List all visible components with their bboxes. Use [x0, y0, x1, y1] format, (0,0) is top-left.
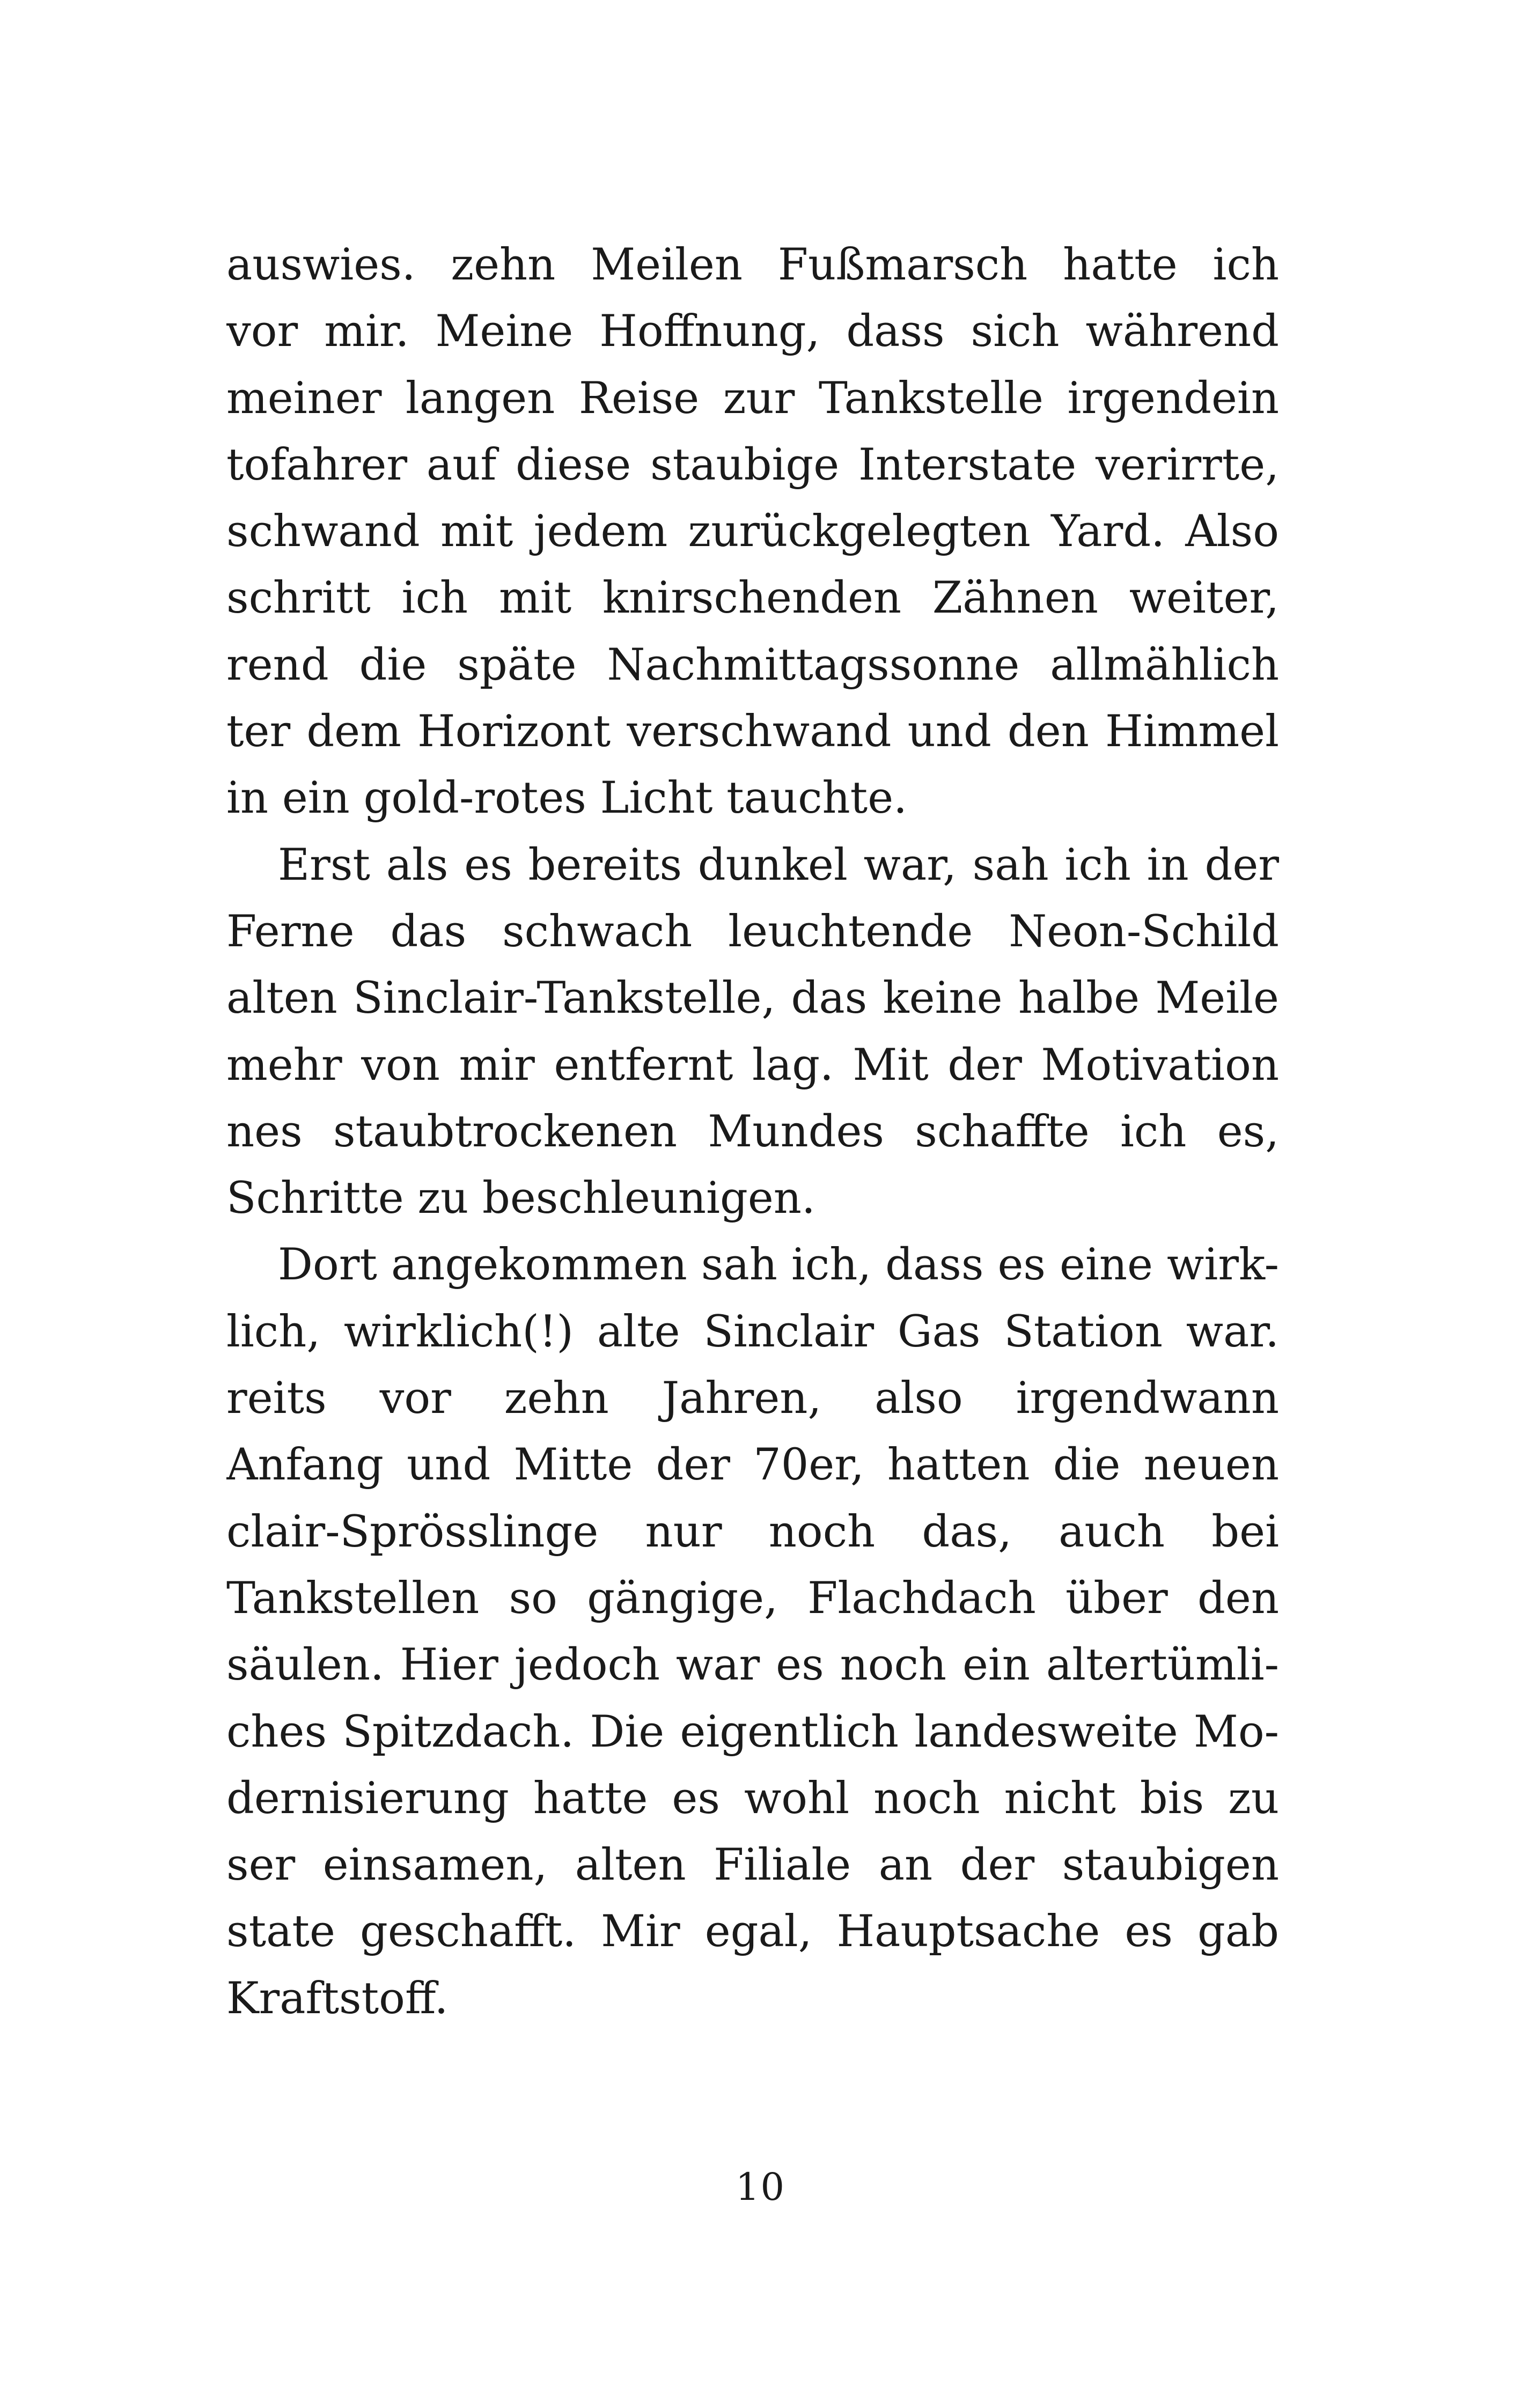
text-line: ches Spitzdach. Die eigentlich landesweite Mo- — [226, 1706, 1279, 1757]
text-line: lich, wirklich(!) alte Sinclair Gas Station war. — [226, 1306, 1279, 1357]
paragraph-2 — [226, 832, 1279, 1232]
text-line: dernisierung hatte es wohl noch nicht bis zu — [226, 1773, 1279, 1824]
text-line: alten Sinclair-Tankstelle, das keine halbe Meile — [226, 973, 1279, 1024]
text-line: clair-Sprösslinge nur noch das, auch bei — [226, 1506, 1279, 1557]
paragraph-1 — [226, 232, 1279, 832]
text-line: Kraftstoff. — [226, 1973, 449, 2024]
paragraph-3 — [226, 1232, 1279, 2032]
text-line: in ein gold-rotes Licht tauchte. — [226, 773, 907, 824]
page-number: 10 — [735, 2165, 786, 2209]
text-line: rend die späte Nachmittagssonne allmählich — [226, 639, 1279, 690]
text-line: Erst als es bereits dunkel war, sah ich in der — [278, 840, 1279, 890]
text-line: Ferne das schwach leuchtende Neon-Schild — [226, 906, 1279, 957]
text-line: tofahrer auf diese staubige Interstate verirrte, — [226, 439, 1279, 490]
text-line: säulen. Hier jedoch war es noch ein altertümli- — [226, 1640, 1279, 1691]
text-line: meiner langen Reise zur Tankstelle irgendein — [226, 373, 1279, 424]
text-line: ser einsamen, alten Filiale an der staubigen — [226, 1840, 1279, 1891]
text-line: Anfang und Mitte der 70er, hatten die neuen — [226, 1440, 1279, 1491]
text-line: reits vor zehn Jahren, also irgendwann — [226, 1373, 1279, 1424]
text-line: Dort angekommen sah ich, dass es eine wirk- — [278, 1240, 1279, 1291]
text-line: state geschafft. Mir egal, Hauptsache es gab — [226, 1906, 1279, 1957]
text-line: mehr von mir entfernt lag. Mit der Motivation — [226, 1040, 1279, 1091]
text-line: Tankstellen so gängige, Flachdach über den — [226, 1573, 1279, 1624]
text-line: Schritte zu beschleunigen. — [226, 1173, 815, 1224]
text-line: nes staubtrockenen Mundes schaffte ich es, — [226, 1106, 1279, 1157]
text-line: vor mir. Meine Hoffnung, dass sich während — [226, 306, 1279, 357]
text-line: ter dem Horizont verschwand und den Himmel — [226, 706, 1279, 757]
text-line: schritt ich mit knirschenden Zähnen weiter, — [226, 573, 1279, 624]
body-text — [226, 232, 1279, 2032]
text-line: auswies. zehn Meilen Fußmarsch hatte ich — [226, 240, 1279, 290]
text-line: schwand mit jedem zurückgelegten Yard. Also — [226, 506, 1279, 557]
